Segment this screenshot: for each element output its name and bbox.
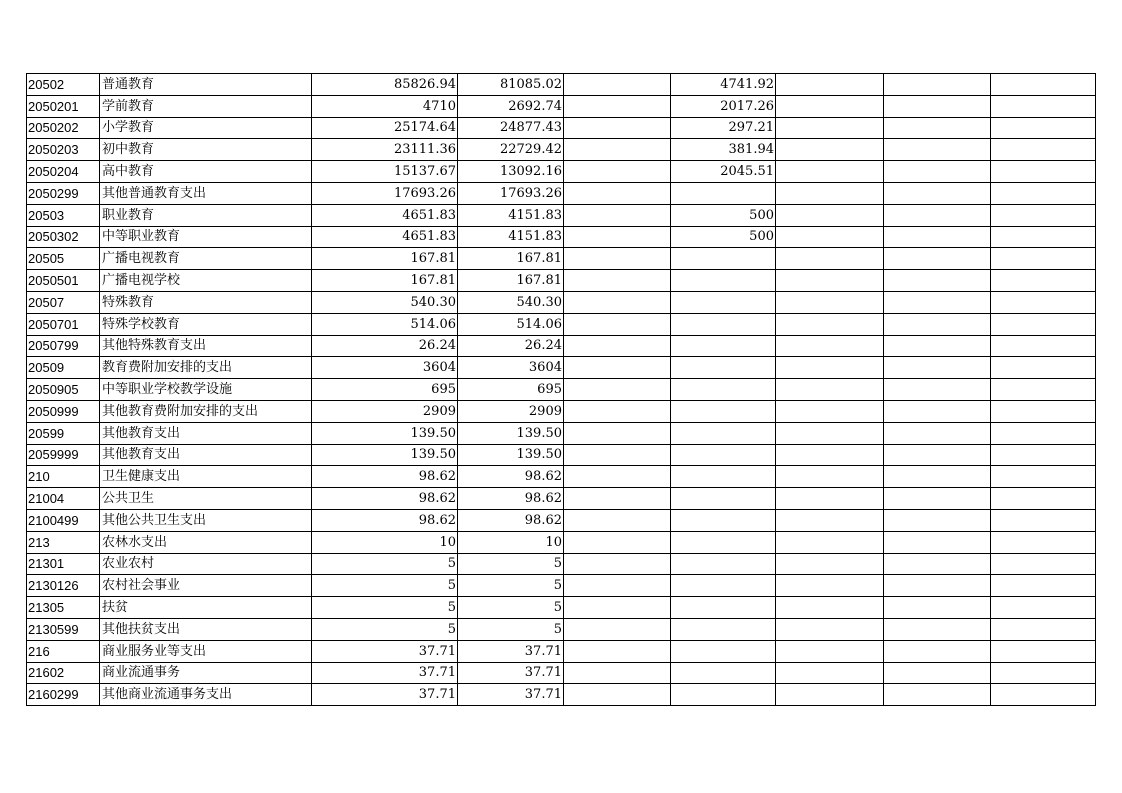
cell-code: 2050999 [27,400,100,422]
cell-code: 20599 [27,422,100,444]
cell-amount-1: 2909 [312,400,458,422]
cell-empty [776,226,884,248]
cell-amount-4: 2017.26 [671,95,776,117]
cell-amount-4 [671,313,776,335]
cell-amount-1: 37.71 [312,684,458,706]
cell-empty [884,74,991,96]
cell-empty [884,357,991,379]
table-row [27,161,1096,183]
cell-empty [884,313,991,335]
cell-amount-1: 167.81 [312,248,458,270]
cell-empty [884,684,991,706]
cell-amount-4 [671,640,776,662]
expenditure-table [26,73,1096,706]
cell-empty [884,161,991,183]
cell-empty [884,226,991,248]
cell-amount-2: 37.71 [458,662,564,684]
cell-empty [991,422,1096,444]
table-row [27,444,1096,466]
cell-amount-3 [564,161,671,183]
cell-empty [776,575,884,597]
cell-empty [776,379,884,401]
cell-empty [776,618,884,640]
cell-empty [884,488,991,510]
cell-amount-4 [671,291,776,313]
table-row [27,182,1096,204]
cell-empty [884,509,991,531]
cell-amount-2: 98.62 [458,509,564,531]
cell-amount-3 [564,74,671,96]
cell-amount-3 [564,466,671,488]
cell-empty [991,400,1096,422]
cell-amount-1: 15137.67 [312,161,458,183]
table-row [27,553,1096,575]
cell-empty [884,422,991,444]
cell-code: 20503 [27,204,100,226]
cell-name: 其他特殊教育支出 [100,335,312,357]
cell-amount-3 [564,553,671,575]
cell-amount-1: 23111.36 [312,139,458,161]
cell-empty [991,182,1096,204]
cell-name: 广播电视教育 [100,248,312,270]
cell-amount-3 [564,422,671,444]
table-row [27,618,1096,640]
cell-amount-3 [564,335,671,357]
cell-amount-3 [564,117,671,139]
cell-code: 2130126 [27,575,100,597]
cell-code: 2059999 [27,444,100,466]
cell-empty [884,117,991,139]
table-row [27,291,1096,313]
cell-empty [884,597,991,619]
cell-amount-3 [564,139,671,161]
table-row [27,313,1096,335]
cell-amount-2: 139.50 [458,422,564,444]
cell-amount-1: 37.71 [312,640,458,662]
cell-empty [776,139,884,161]
cell-amount-1: 514.06 [312,313,458,335]
cell-amount-3 [564,531,671,553]
table-row [27,488,1096,510]
cell-amount-1: 167.81 [312,270,458,292]
cell-name: 特殊学校教育 [100,313,312,335]
cell-amount-4 [671,509,776,531]
cell-amount-4 [671,553,776,575]
cell-amount-4: 297.21 [671,117,776,139]
cell-amount-3 [564,182,671,204]
table-row [27,400,1096,422]
cell-empty [776,357,884,379]
table-body [27,74,1096,706]
cell-amount-2: 514.06 [458,313,564,335]
cell-name: 其他普通教育支出 [100,182,312,204]
cell-amount-2: 695 [458,379,564,401]
cell-empty [884,379,991,401]
cell-amount-1: 85826.94 [312,74,458,96]
table-row [27,379,1096,401]
cell-empty [991,684,1096,706]
table-row [27,248,1096,270]
cell-code: 2160299 [27,684,100,706]
cell-empty [884,400,991,422]
cell-empty [776,270,884,292]
cell-amount-2: 2692.74 [458,95,564,117]
cell-amount-2: 5 [458,618,564,640]
cell-amount-1: 5 [312,553,458,575]
cell-empty [776,161,884,183]
cell-amount-1: 139.50 [312,444,458,466]
cell-amount-4 [671,531,776,553]
cell-amount-1: 25174.64 [312,117,458,139]
cell-amount-2: 4151.83 [458,226,564,248]
cell-amount-3 [564,291,671,313]
cell-code: 2050202 [27,117,100,139]
cell-empty [776,182,884,204]
cell-amount-4 [671,182,776,204]
cell-amount-1: 3604 [312,357,458,379]
cell-name: 商业服务业等支出 [100,640,312,662]
cell-empty [776,597,884,619]
cell-empty [884,95,991,117]
cell-empty [991,531,1096,553]
cell-empty [991,379,1096,401]
cell-amount-1: 540.30 [312,291,458,313]
cell-empty [884,444,991,466]
cell-empty [884,531,991,553]
cell-empty [884,270,991,292]
cell-empty [991,270,1096,292]
cell-amount-3 [564,248,671,270]
cell-amount-2: 167.81 [458,270,564,292]
cell-name: 小学教育 [100,117,312,139]
cell-empty [991,488,1096,510]
cell-amount-4 [671,422,776,444]
cell-name: 教育费附加安排的支出 [100,357,312,379]
cell-amount-2: 98.62 [458,466,564,488]
cell-empty [776,400,884,422]
cell-amount-3 [564,226,671,248]
cell-code: 21301 [27,553,100,575]
cell-empty [776,662,884,684]
cell-empty [776,291,884,313]
cell-name: 其他教育支出 [100,444,312,466]
table-row [27,422,1096,444]
cell-name: 其他扶贫支出 [100,618,312,640]
cell-empty [991,553,1096,575]
cell-empty [991,618,1096,640]
cell-code: 20502 [27,74,100,96]
cell-empty [884,575,991,597]
cell-amount-4 [671,248,776,270]
cell-amount-2: 17693.26 [458,182,564,204]
table-row [27,74,1096,96]
cell-amount-3 [564,357,671,379]
cell-amount-1: 695 [312,379,458,401]
cell-amount-4 [671,357,776,379]
cell-name: 其他教育费附加安排的支出 [100,400,312,422]
cell-code: 210 [27,466,100,488]
cell-empty [884,466,991,488]
cell-amount-4 [671,618,776,640]
cell-name: 农村社会事业 [100,575,312,597]
cell-empty [991,291,1096,313]
cell-empty [776,466,884,488]
cell-code: 21602 [27,662,100,684]
table-row [27,640,1096,662]
cell-empty [991,95,1096,117]
table-row [27,531,1096,553]
cell-amount-1: 139.50 [312,422,458,444]
cell-amount-3 [564,488,671,510]
cell-amount-2: 3604 [458,357,564,379]
cell-code: 2050701 [27,313,100,335]
cell-amount-2: 13092.16 [458,161,564,183]
cell-name: 扶贫 [100,597,312,619]
cell-name: 中等职业学校教学设施 [100,379,312,401]
cell-empty [776,684,884,706]
cell-empty [991,575,1096,597]
cell-empty [991,204,1096,226]
cell-name: 普通教育 [100,74,312,96]
cell-amount-1: 4710 [312,95,458,117]
cell-name: 其他公共卫生支出 [100,509,312,531]
cell-amount-2: 167.81 [458,248,564,270]
cell-amount-2: 5 [458,597,564,619]
cell-amount-4: 4741.92 [671,74,776,96]
cell-amount-3 [564,509,671,531]
cell-amount-1: 17693.26 [312,182,458,204]
cell-empty [776,335,884,357]
cell-empty [991,139,1096,161]
cell-empty [776,95,884,117]
cell-amount-4: 500 [671,204,776,226]
cell-amount-4: 381.94 [671,139,776,161]
cell-amount-1: 5 [312,618,458,640]
cell-empty [776,117,884,139]
cell-code: 20509 [27,357,100,379]
cell-amount-2: 10 [458,531,564,553]
cell-amount-4 [671,684,776,706]
cell-amount-1: 37.71 [312,662,458,684]
cell-amount-3 [564,575,671,597]
cell-name: 其他教育支出 [100,422,312,444]
cell-empty [991,74,1096,96]
cell-amount-3 [564,684,671,706]
cell-empty [776,488,884,510]
cell-name: 农林水支出 [100,531,312,553]
cell-amount-1: 26.24 [312,335,458,357]
cell-empty [776,204,884,226]
cell-empty [776,509,884,531]
cell-amount-2: 4151.83 [458,204,564,226]
cell-name: 卫生健康支出 [100,466,312,488]
cell-empty [776,422,884,444]
cell-empty [884,291,991,313]
cell-code: 216 [27,640,100,662]
cell-code: 21004 [27,488,100,510]
table-row [27,139,1096,161]
cell-amount-4 [671,466,776,488]
cell-amount-3 [564,597,671,619]
cell-empty [884,335,991,357]
table-row [27,95,1096,117]
table-row [27,357,1096,379]
table-row [27,597,1096,619]
cell-empty [991,597,1096,619]
cell-amount-1: 98.62 [312,488,458,510]
cell-amount-2: 139.50 [458,444,564,466]
cell-code: 2050204 [27,161,100,183]
cell-amount-3 [564,618,671,640]
cell-empty [884,248,991,270]
cell-name: 农业农村 [100,553,312,575]
cell-amount-1: 98.62 [312,466,458,488]
cell-name: 公共卫生 [100,488,312,510]
cell-amount-2: 37.71 [458,684,564,706]
table-row [27,684,1096,706]
cell-code: 2050302 [27,226,100,248]
table-row [27,466,1096,488]
cell-amount-3 [564,444,671,466]
cell-code: 20507 [27,291,100,313]
cell-amount-2: 2909 [458,400,564,422]
cell-code: 2050203 [27,139,100,161]
cell-code: 2130599 [27,618,100,640]
cell-name: 初中教育 [100,139,312,161]
cell-amount-2: 5 [458,575,564,597]
cell-name: 学前教育 [100,95,312,117]
cell-empty [884,640,991,662]
cell-empty [776,640,884,662]
cell-amount-4: 2045.51 [671,161,776,183]
cell-empty [991,662,1096,684]
cell-amount-1: 5 [312,597,458,619]
cell-amount-2: 26.24 [458,335,564,357]
table-row [27,117,1096,139]
cell-amount-4 [671,444,776,466]
cell-empty [991,226,1096,248]
cell-empty [776,248,884,270]
cell-code: 2050905 [27,379,100,401]
table-row [27,204,1096,226]
cell-amount-3 [564,640,671,662]
cell-empty [884,553,991,575]
cell-amount-3 [564,400,671,422]
cell-amount-2: 24877.43 [458,117,564,139]
cell-name: 广播电视学校 [100,270,312,292]
cell-empty [776,553,884,575]
table-row [27,270,1096,292]
cell-empty [991,117,1096,139]
cell-amount-2: 5 [458,553,564,575]
cell-code: 2050201 [27,95,100,117]
table-row [27,509,1096,531]
cell-empty [991,357,1096,379]
cell-amount-3 [564,313,671,335]
cell-code: 2050799 [27,335,100,357]
cell-name: 职业教育 [100,204,312,226]
cell-amount-1: 10 [312,531,458,553]
table-row [27,226,1096,248]
table-row [27,335,1096,357]
cell-amount-4 [671,335,776,357]
cell-empty [884,618,991,640]
cell-amount-4 [671,488,776,510]
cell-empty [884,139,991,161]
cell-empty [776,444,884,466]
cell-amount-3 [564,95,671,117]
cell-empty [776,313,884,335]
cell-amount-3 [564,270,671,292]
cell-empty [776,74,884,96]
cell-empty [884,662,991,684]
cell-code: 2050501 [27,270,100,292]
cell-amount-3 [564,204,671,226]
cell-empty [991,466,1096,488]
cell-amount-1: 98.62 [312,509,458,531]
cell-amount-2: 98.62 [458,488,564,510]
cell-name: 特殊教育 [100,291,312,313]
cell-amount-2: 81085.02 [458,74,564,96]
cell-empty [884,182,991,204]
cell-code: 20505 [27,248,100,270]
cell-empty [991,313,1096,335]
cell-amount-4 [671,597,776,619]
cell-amount-4 [671,575,776,597]
cell-amount-2: 37.71 [458,640,564,662]
cell-amount-1: 5 [312,575,458,597]
cell-empty [991,248,1096,270]
cell-amount-4 [671,400,776,422]
cell-name: 其他商业流通事务支出 [100,684,312,706]
cell-amount-4 [671,379,776,401]
table-row [27,662,1096,684]
cell-amount-1: 4651.83 [312,226,458,248]
cell-code: 2050299 [27,182,100,204]
cell-name: 中等职业教育 [100,226,312,248]
cell-amount-1: 4651.83 [312,204,458,226]
cell-empty [991,335,1096,357]
cell-empty [884,204,991,226]
cell-name: 商业流通事务 [100,662,312,684]
cell-amount-2: 540.30 [458,291,564,313]
cell-amount-3 [564,662,671,684]
cell-code: 21305 [27,597,100,619]
cell-amount-4 [671,270,776,292]
cell-empty [991,509,1096,531]
cell-amount-3 [564,379,671,401]
cell-code: 2100499 [27,509,100,531]
cell-amount-4 [671,662,776,684]
cell-name: 高中教育 [100,161,312,183]
cell-empty [991,640,1096,662]
cell-empty [776,531,884,553]
cell-amount-2: 22729.42 [458,139,564,161]
cell-amount-4: 500 [671,226,776,248]
cell-empty [991,444,1096,466]
table-row [27,575,1096,597]
cell-code: 213 [27,531,100,553]
cell-empty [991,161,1096,183]
